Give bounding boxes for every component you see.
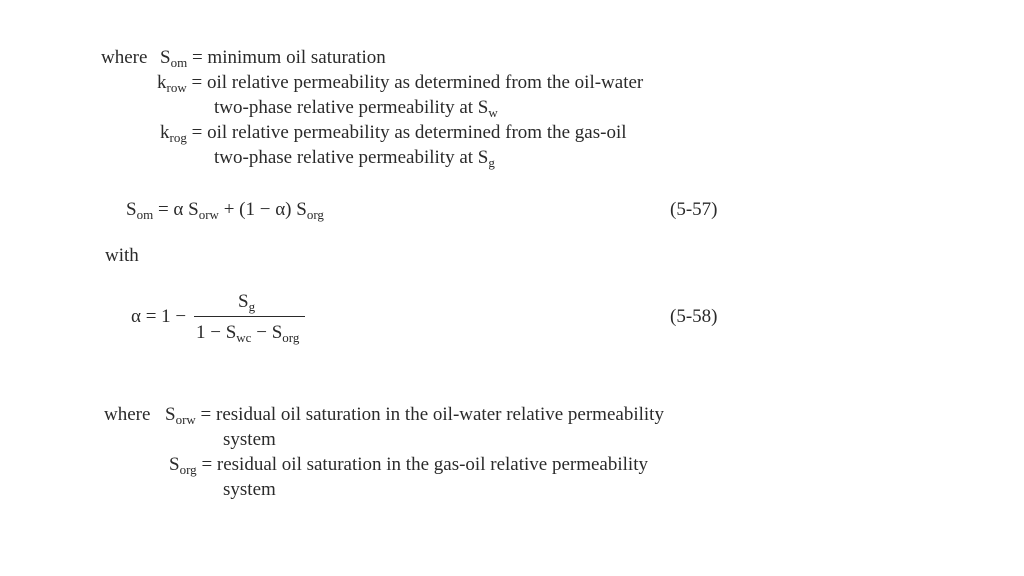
eq58-numerator: $S_g$ [238,291,256,314]
symbol-k-rog: $k_{rog}$ [160,122,187,145]
equation-number-5-58: (5-58) [670,306,718,327]
fraction-bar [194,316,305,317]
equation-5-57: $S_{om} = \alpha$ $S_{orw} + (1 - \alpha)$ $S_{org}$ [126,199,324,222]
eq58-lhs: α = 1 − [131,306,187,327]
symbol-s-g: $S_g$ [477,147,495,170]
def-k-rog-text-1: oil relative permeability as determined from the gas-oil [207,122,627,143]
where-label-2: where [104,404,151,425]
def-s-orw-cont [223,430,276,449]
eq58-fraction [192,288,306,348]
eq57-term1: $S_{orw}$ [188,199,219,222]
with-label: with [105,245,139,266]
def-s-orw: $S_{orw}$ = residual oil saturation in the oil-water relative permeability [165,404,664,427]
eq57-lhs: $S_{om}$ [126,199,154,222]
def-s-org: $S_{org}$ = residual oil saturation in the gas-oil relative permeability [169,454,648,477]
symbol-k-row: $k_{row}$ [157,72,187,95]
def-k-row: $k_{row}$ = oil relative permeability as determined from the oil-water [157,72,644,95]
symbol-s-om: $S_{om}$ [160,47,188,70]
equation-number-5-57: (5-57) [670,199,718,220]
eq57-term2: $S_{org}$ [296,199,324,222]
def-k-row-text-1: oil relative permeability as determined from the oil-water [206,72,644,93]
def-s-org-text-1: residual oil saturation in the gas-oil relative permeability [216,454,648,475]
def-k-rog-text-2: two-phase relative permeability at [214,147,474,168]
def-s-orw-text-1: residual oil saturation in the oil-water relative permeability [216,404,664,425]
def-k-row-cont [214,97,498,120]
def-s-org-cont [223,480,276,499]
where-label-1: where [101,47,148,68]
def-k-rog: $k_{rog}$ = oil relative permeability as determined from the gas-oil [160,122,627,145]
symbol-s-orw: $S_{orw}$ [165,404,196,427]
def-k-row-text-2: two-phase relative permeability at [214,97,474,118]
def-s-om-text: minimum oil saturation [207,47,386,68]
symbol-s-w: $S_w$ [477,97,498,120]
def-k-rog-cont [214,147,495,170]
def-s-om: $S_{om}$ = minimum oil saturation [160,47,386,70]
def-s-org-text-2: system [223,479,276,500]
symbol-s-org: $S_{org}$ [169,454,197,477]
eq58-denominator: $1 - S_{wc} - S_{org}$ [196,322,300,345]
def-s-orw-text-2: system [223,429,276,450]
